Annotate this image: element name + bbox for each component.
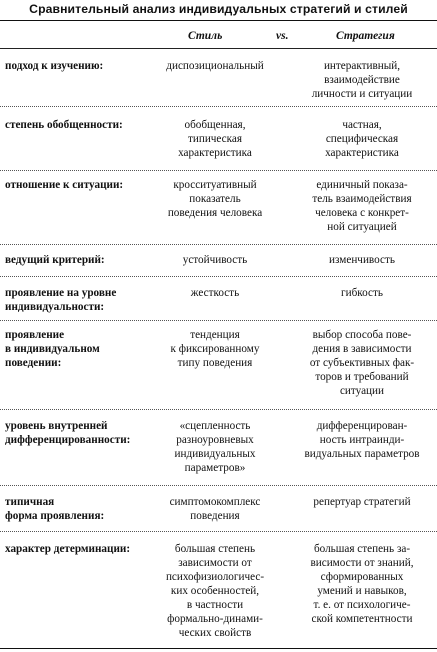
header-rule	[0, 48, 437, 49]
bottom-rule	[0, 648, 437, 649]
table-title: Сравнительный анализ индивидуальных стратегий и стилей	[29, 2, 408, 16]
strategy-cell: дифференцирован- ность интраинди- видуальных параметров	[304, 420, 420, 460]
style-cell: тенденция к фиксированному типу поведения	[170, 329, 260, 369]
column-header-strategy: Стратегия	[336, 30, 395, 42]
criterion-cell: проявление на уровне индивидуальности:	[5, 287, 117, 313]
style-cell: симптомокомплекс поведения	[169, 496, 261, 522]
criterion-cell: ведущий критерий:	[5, 254, 105, 266]
style-cell: кросситуативный показатель поведения человека	[167, 179, 263, 219]
row-divider	[0, 276, 437, 277]
style-cell: обобщенная, типическая характеристика	[178, 119, 252, 159]
style-cell: устойчивость	[182, 254, 248, 266]
row-divider	[0, 531, 437, 532]
row-divider	[0, 485, 437, 486]
row-divider	[0, 244, 437, 245]
column-header-vs: vs.	[276, 30, 289, 42]
criterion-cell: типичная форма проявления:	[5, 496, 105, 522]
criterion-cell: уровень внутренней дифференцированности:	[5, 420, 131, 446]
strategy-cell: изменчивость	[329, 254, 395, 266]
criterion-cell: характер детерминации:	[5, 543, 131, 555]
row-divider	[0, 170, 437, 171]
strategy-cell: репертуар стратегий	[313, 496, 411, 508]
strategy-cell: большая степень за- висимости от знаний, сформированных умений и навыков, т. е. от психологиче- ской компетентности	[310, 543, 414, 625]
top-rule	[0, 20, 437, 21]
style-cell: жесткость	[190, 287, 240, 299]
style-cell: большая степень зависимости от психофизиологичес- ких особенностей, в частности формально-динами- ческих свойств	[165, 543, 265, 639]
criterion-cell: проявление в индивидуальном поведении:	[5, 329, 100, 369]
strategy-cell: частная, специфическая характеристика	[325, 119, 399, 159]
criterion-cell: степень обобщенности:	[5, 119, 123, 131]
column-header-style: Стиль	[188, 30, 223, 42]
row-divider	[0, 409, 437, 410]
criterion-cell: отношение к ситуации:	[5, 179, 124, 191]
strategy-cell: гибкость	[341, 287, 383, 299]
criterion-cell: подход к изучению:	[5, 60, 104, 72]
row-divider	[0, 106, 437, 107]
strategy-cell: единичный показа- тель взаимодействия человека с конкрет- ной ситуацией	[312, 179, 412, 233]
row-divider	[0, 320, 437, 321]
style-cell: диспозициональный	[166, 60, 264, 72]
strategy-cell: интерактивный, взаимодействие личности и ситуации	[311, 60, 413, 100]
style-cell: «сцепленность разноуровневых индивидуальных параметров»	[174, 420, 256, 474]
strategy-cell: выбор способа пове- дения в зависимости от субъективных фак- торов и требований ситуации	[309, 329, 415, 397]
